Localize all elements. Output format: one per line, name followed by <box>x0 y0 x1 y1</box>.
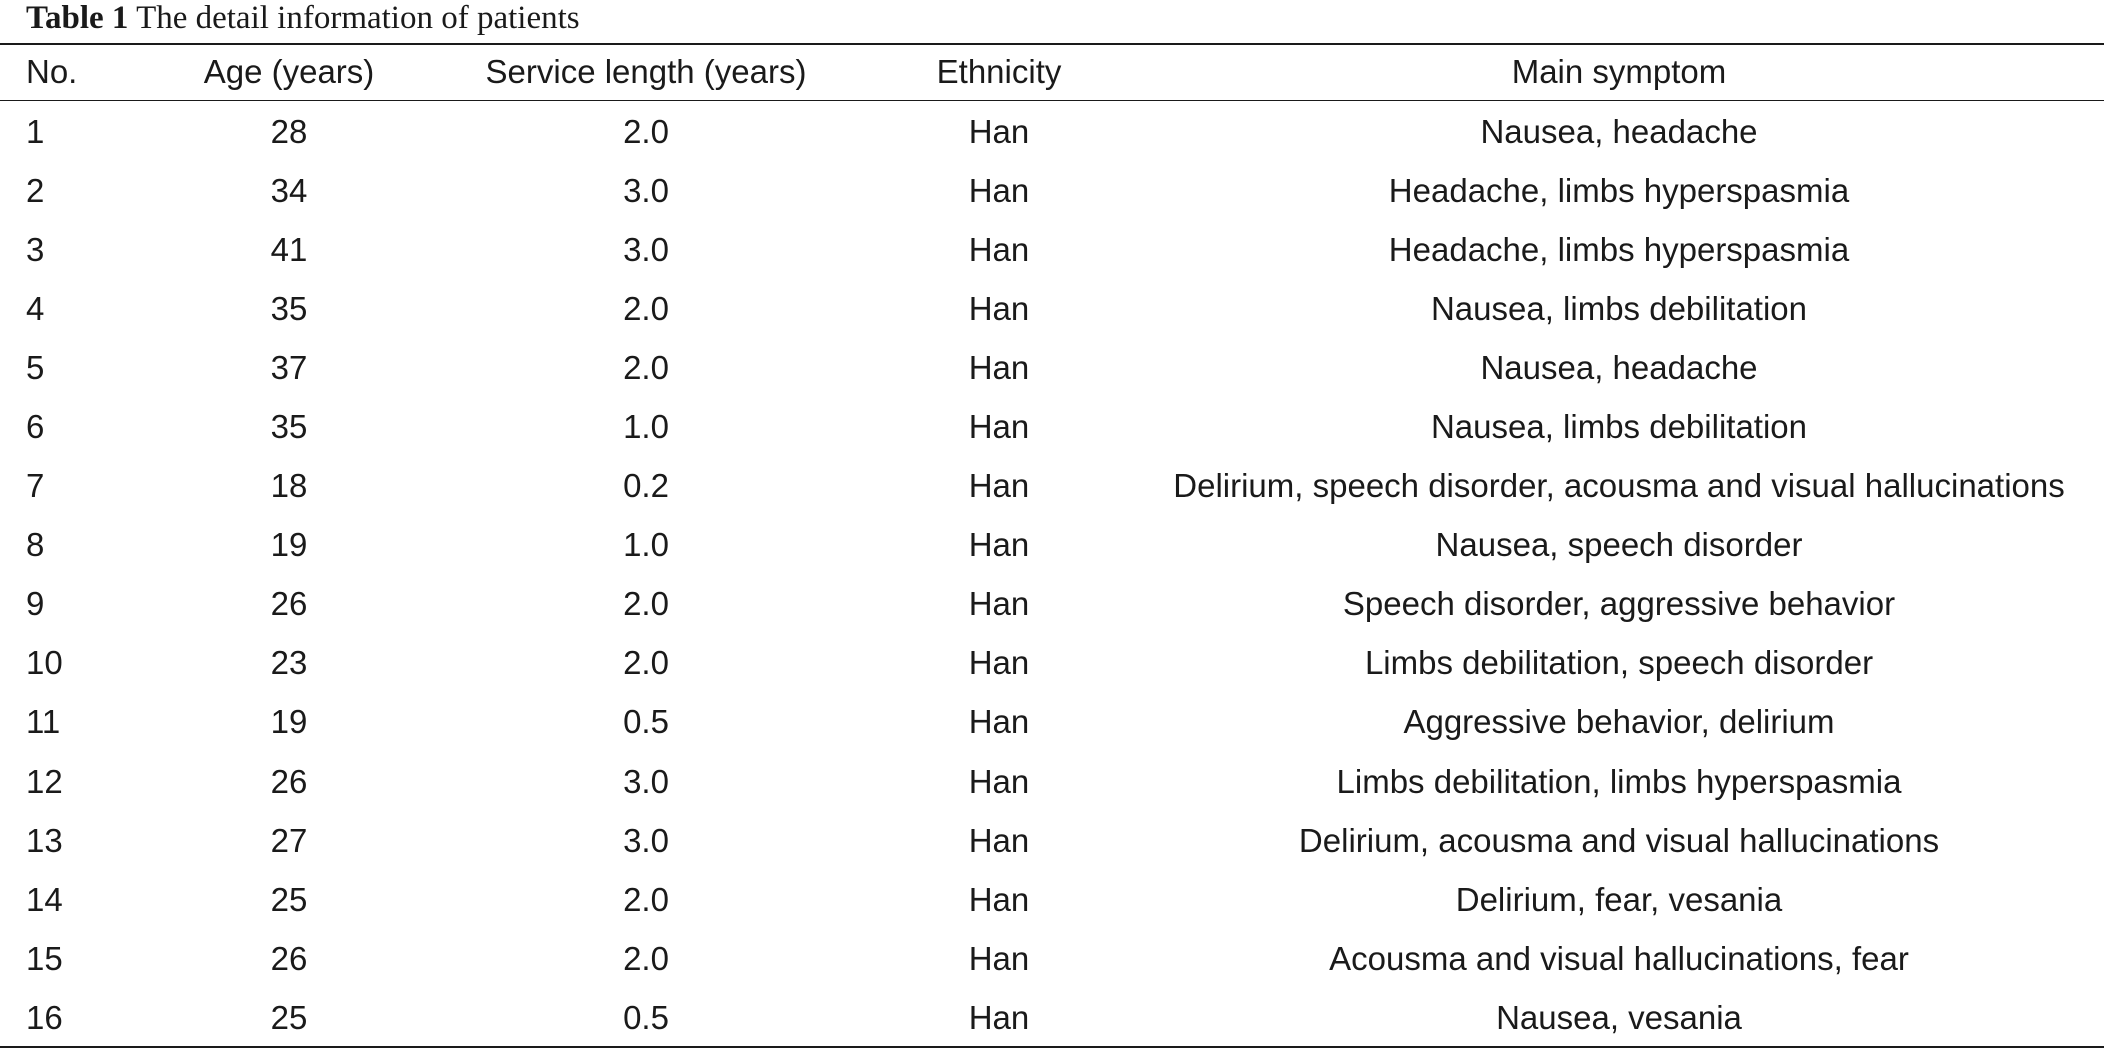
header-main-symptom: Main symptom <box>1511 53 1727 90</box>
cell-main-symptom: Aggressive behavior, delirium <box>1403 703 1835 741</box>
header-ethnicity: Ethnicity <box>936 53 1062 90</box>
table-row <box>0 161 2104 220</box>
cell-main-symptom: Speech disorder, aggressive behavior <box>1342 585 1896 623</box>
cell-main-symptom: Limbs debilitation, speech disorder <box>1364 644 1874 682</box>
cell-ethnicity: Han <box>968 112 1030 150</box>
cell-service-length: 1.0 <box>623 526 669 564</box>
cell-main-symptom: Delirium, acousma and visual hallucinations <box>1298 821 1940 859</box>
table-row <box>0 693 2104 752</box>
cell-service-length: 2.0 <box>623 939 669 977</box>
cell-main-symptom: Nausea, limbs debilitation <box>1430 289 1808 327</box>
cell-main-symptom: Nausea, headache <box>1480 112 1758 150</box>
cell-no: 10 <box>26 644 63 682</box>
cell-age: 37 <box>270 348 308 386</box>
cell-age: 19 <box>270 703 308 741</box>
cell-main-symptom: Headache, limbs hyperspasmia <box>1388 230 1850 268</box>
cell-ethnicity: Han <box>968 939 1030 977</box>
cell-main-symptom: Nausea, speech disorder <box>1435 526 1803 564</box>
table-row <box>0 752 2104 811</box>
header-age: Age (years) <box>203 53 375 90</box>
header-no: No. <box>26 53 78 90</box>
cell-ethnicity: Han <box>968 644 1030 682</box>
cell-ethnicity: Han <box>968 348 1030 386</box>
cell-age: 35 <box>270 408 308 446</box>
cell-no: 4 <box>26 289 45 327</box>
cell-service-length: 2.0 <box>623 289 669 327</box>
cell-main-symptom: Nausea, vesania <box>1496 998 1742 1036</box>
cell-no: 16 <box>26 998 63 1036</box>
cell-service-length: 3.0 <box>623 821 669 859</box>
cell-service-length: 2.0 <box>623 112 669 150</box>
table-row <box>0 220 2104 279</box>
cell-age: 28 <box>270 112 308 150</box>
cell-no: 11 <box>26 703 61 741</box>
cell-age: 34 <box>270 171 308 209</box>
table-caption-label: Table 1 <box>26 0 129 36</box>
table-caption-text: The detail information of patients <box>136 0 580 36</box>
header-service-length: Service length (years) <box>485 53 807 90</box>
cell-age: 25 <box>270 998 308 1036</box>
cell-age: 26 <box>270 762 308 800</box>
table-row <box>0 279 2104 338</box>
cell-age: 23 <box>270 644 308 682</box>
cell-main-symptom: Delirium, fear, vesania <box>1455 880 1783 918</box>
table-row <box>0 575 2104 634</box>
cell-service-length: 3.0 <box>623 171 669 209</box>
table-body <box>0 100 2104 1048</box>
table-row <box>0 397 2104 456</box>
cell-no: 13 <box>26 821 63 859</box>
patients-table <box>0 44 2104 1048</box>
cell-no: 8 <box>26 526 45 564</box>
table-row <box>0 100 2104 161</box>
cell-age: 18 <box>270 467 308 505</box>
cell-age: 19 <box>270 526 308 564</box>
cell-ethnicity: Han <box>968 230 1030 268</box>
cell-no: 7 <box>26 467 45 505</box>
cell-ethnicity: Han <box>968 880 1030 918</box>
table-row <box>0 338 2104 397</box>
cell-ethnicity: Han <box>968 821 1030 859</box>
cell-age: 26 <box>270 585 308 623</box>
cell-main-symptom: Delirium, speech disorder, acousma and visual hallucinations <box>1173 467 2065 505</box>
cell-ethnicity: Han <box>968 289 1030 327</box>
cell-main-symptom: Limbs debilitation, limbs hyperspasmia <box>1336 762 1902 800</box>
table-row <box>0 929 2104 988</box>
cell-age: 27 <box>270 821 308 859</box>
cell-ethnicity: Han <box>968 998 1030 1036</box>
cell-ethnicity: Han <box>968 408 1030 446</box>
cell-main-symptom: Nausea, headache <box>1480 348 1758 386</box>
cell-service-length: 2.0 <box>623 348 669 386</box>
cell-main-symptom: Nausea, limbs debilitation <box>1430 408 1808 446</box>
cell-ethnicity: Han <box>968 585 1030 623</box>
cell-no: 9 <box>26 585 45 623</box>
cell-service-length: 2.0 <box>623 644 669 682</box>
cell-service-length: 2.0 <box>623 880 669 918</box>
cell-ethnicity: Han <box>968 171 1030 209</box>
table-caption <box>26 0 580 38</box>
cell-service-length: 1.0 <box>623 408 669 446</box>
cell-no: 6 <box>26 408 45 446</box>
cell-no: 1 <box>26 112 45 150</box>
table-row <box>0 811 2104 870</box>
cell-service-length: 0.2 <box>623 467 669 505</box>
cell-no: 15 <box>26 939 63 977</box>
cell-ethnicity: Han <box>968 703 1030 741</box>
cell-no: 14 <box>26 880 63 918</box>
cell-ethnicity: Han <box>968 526 1030 564</box>
cell-age: 35 <box>270 289 308 327</box>
cell-main-symptom: Acousma and visual hallucinations, fear <box>1329 939 1909 977</box>
cell-ethnicity: Han <box>968 762 1030 800</box>
cell-age: 26 <box>270 939 308 977</box>
cell-no: 5 <box>26 348 45 386</box>
table-row <box>0 870 2104 929</box>
cell-age: 25 <box>270 880 308 918</box>
cell-service-length: 0.5 <box>623 703 669 741</box>
cell-service-length: 3.0 <box>623 762 669 800</box>
cell-service-length: 0.5 <box>623 998 669 1036</box>
cell-age: 41 <box>270 230 308 268</box>
table-row <box>0 457 2104 516</box>
cell-service-length: 2.0 <box>623 585 669 623</box>
cell-no: 12 <box>26 762 63 800</box>
table-header-row <box>0 44 2104 100</box>
cell-ethnicity: Han <box>968 467 1030 505</box>
cell-service-length: 3.0 <box>623 230 669 268</box>
table-row <box>0 988 2104 1047</box>
cell-main-symptom: Headache, limbs hyperspasmia <box>1388 171 1850 209</box>
cell-no: 3 <box>26 230 45 268</box>
cell-no: 2 <box>26 171 45 209</box>
table-row <box>0 516 2104 575</box>
table-row <box>0 634 2104 693</box>
